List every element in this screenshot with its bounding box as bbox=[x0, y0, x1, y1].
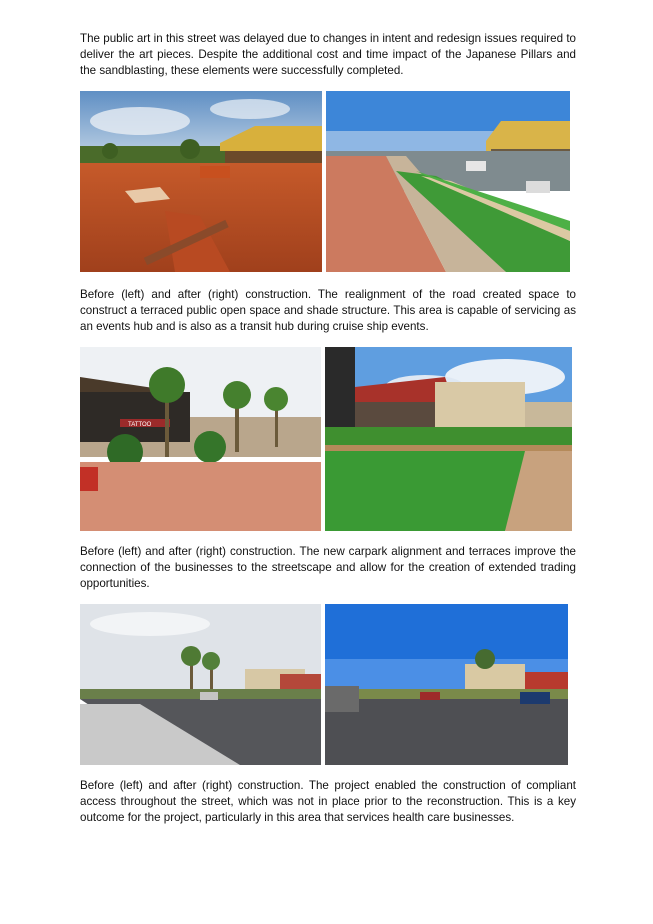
caption-row-3: Before (left) and after (right) construction. The project enabled the construction of compliant access throughout the street, which was not in place prior to the reconstruction. This is a key outcome for the project, particularly in this area that services health care businesses. bbox=[80, 779, 576, 824]
photo-before-shopfronts-palms bbox=[80, 347, 321, 531]
photo-after-terraces-carpark bbox=[325, 347, 572, 531]
photo-before-construction-site bbox=[80, 91, 322, 272]
caption-row-2: Before (left) and after (right) construction. The new carpark alignment and terraces improve the connection of the businesses to the streetscape and allow for the creation of extended trading opportunities. bbox=[80, 545, 576, 590]
caption-row-1: Before (left) and after (right) construction. The realignment of the road created space to construct a terraced public open space and shade structure. This area is capable of servicing as an events hub and is also as a transit hub during cruise ship events. bbox=[80, 288, 576, 333]
photo-before-street-access bbox=[80, 604, 321, 765]
tattoo-sign-text: TATTOO bbox=[128, 422, 152, 428]
intro-paragraph: The public art in this street was delayed due to changes in intent and redesign issues required to deliver the art pieces. Despite the additional cost and time impact of the Japanese Pillars and the sandblasting, these elements were successfully completed. bbox=[80, 32, 576, 77]
photo-after-terraced-open-space bbox=[326, 91, 570, 272]
photo-after-street-access bbox=[325, 604, 568, 765]
